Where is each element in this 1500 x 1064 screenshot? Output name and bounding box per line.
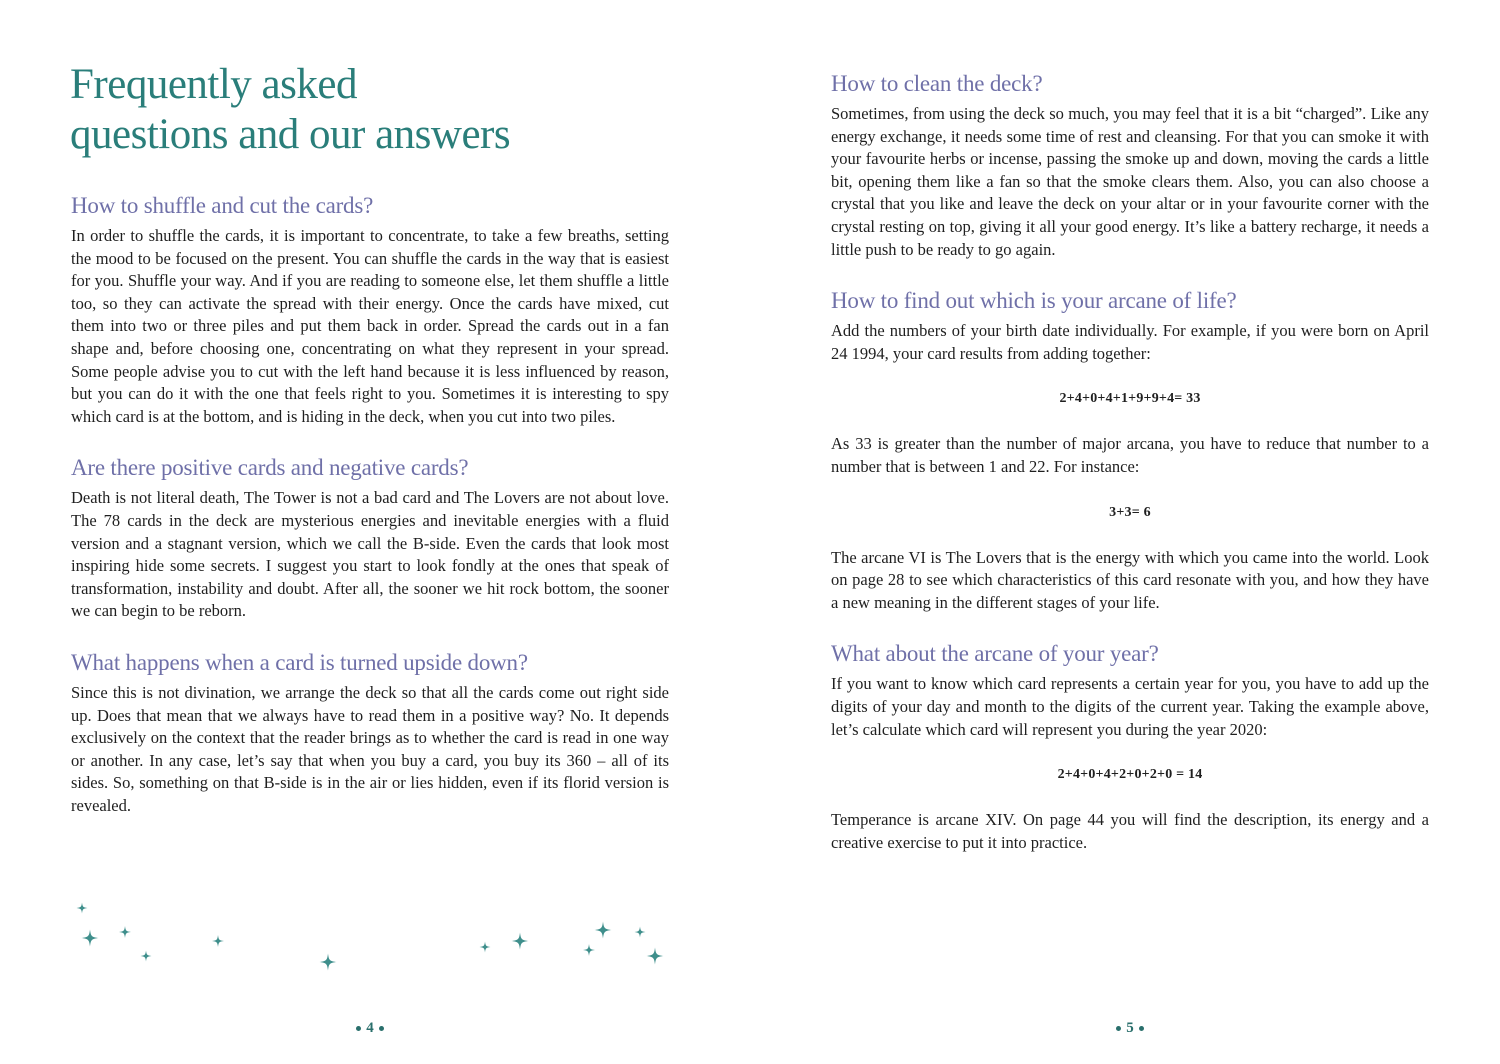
answer-paragraph: Death is not literal death, The Tower is not a bad card and The Lovers are not about love. The 78 cards in the deck are mysterious energies and inevitable energies with a fluid version and a stagnant version, which we call the B-side. Even the cards that look most inspiring hide some secrets. I suggest you start to look fondly at the ones that speak of transformation, instability and doubt. After all, the sooner we hit rock bottom, the sooner we can begin to be reborn.	[71, 488, 669, 621]
sparkle-star-icon	[320, 954, 337, 971]
question-heading: How to shuffle and cut the cards?	[71, 193, 374, 218]
answer-paragraph: Sometimes, from using the deck so much, you may feel that it is a bit “charged”. Like any energy exchange, it needs some time of rest and cleansing. For that you can smoke it with your favourite herbs or incense, passing the smoke up and down, moving the cards a little bit, opening them like a fan so that the smoke clears them. Also, you can also choose a crystal that you like and leave the deck on your altar or in your favourite corner with the crystal resting on top, giving it all your good energy. It’s like a battery recharge, it needs a little push to be ready to go again.	[831, 104, 1429, 259]
page-title-line-1: Frequently asked	[70, 61, 357, 108]
folio-dot-icon	[1139, 1026, 1144, 1031]
question-heading: Are there positive cards and negative cards?	[71, 455, 469, 481]
folio-dot-icon	[379, 1026, 384, 1031]
sparkle-star-icon	[647, 948, 664, 965]
sparkle-star-icon	[480, 942, 491, 953]
faq-arcane-of-year	[831, 640, 1429, 854]
page-title	[70, 60, 590, 160]
sparkle-star-icon	[583, 944, 595, 956]
sparkle-star-icon	[77, 903, 88, 914]
formula: 3+3= 6	[1109, 504, 1151, 520]
right-page	[750, 0, 1500, 1064]
question-heading: How to clean the deck?	[831, 71, 1043, 96]
right-column	[831, 70, 1429, 880]
sparkle-star-icon	[635, 927, 646, 938]
sparkle-star-icon	[512, 933, 529, 950]
page-number-value: 4	[366, 1020, 374, 1036]
formula: 2+4+0+4+1+9+9+4= 33	[1059, 391, 1201, 407]
answer-paragraph: Add the numbers of your birth date individually. For example, if you were born on April 24 1994, your card results from adding together:	[831, 321, 1429, 363]
page-number-value: 5	[1126, 1020, 1134, 1036]
sparkle-star-icon	[82, 930, 99, 947]
faq-clean-deck	[831, 70, 1429, 261]
answer-paragraph: Temperance is arcane XIV. On page 44 you will find the description, its energy and a creative exercise to put it into practice.	[831, 810, 1429, 852]
answer-paragraph: In order to shuffle the cards, it is important to concentrate, to take a few breaths, setting the mood to be focused on the present. You can shuffle the cards in the way that is easiest for you. Shuffle your way. And if you are reading to someone else, let them shuffle a little too, so they can activate the spread with their energy. Once the cards have mixed, cut them into two or three piles and put them back in order. Spread the cards out in a fan shape and, before choosing one, concentrating on what they represent in your spread. Some people advise you to cut with the left hand because it is less influenced by reason, but you can do it with the one that feels right to you. Sometimes it is interesting to spy which card is at the bottom, and is hiding in the deck, when you cut into two piles.	[71, 226, 669, 426]
faq-arcane-of-life	[831, 287, 1429, 614]
left-column	[71, 192, 669, 843]
sparkle-star-icon	[212, 935, 224, 947]
answer-paragraph: If you want to know which card represents a certain year for you, you have to add up the digits of your day and month to the digits of the current year. Taking the example above, let’s calculate which card will represent you during the year 2020:	[831, 674, 1429, 739]
folio-dot-icon	[356, 1026, 361, 1031]
question-heading: What happens when a card is turned upside down?	[71, 649, 528, 675]
folio-dot-icon	[1116, 1026, 1121, 1031]
answer-paragraph: The arcane VI is The Lovers that is the energy with which you came into the world. Look on page 28 to see which characteristics of this card resonate with you, and how they have a new meaning in the different stages of your life.	[831, 547, 1429, 612]
faq-upside-down	[71, 649, 669, 818]
sparkle-decoration	[0, 890, 750, 980]
page-number	[1090, 1020, 1170, 1037]
sparkle-star-icon	[119, 926, 131, 938]
question-heading: How to find out which is your arcane of life?	[831, 288, 1237, 314]
sparkle-star-icon	[141, 951, 152, 962]
sparkle-star-icon	[595, 922, 612, 939]
answer-paragraph: As 33 is greater than the number of major arcana, you have to reduce that number to a number that is between 1 and 22. For instance:	[831, 434, 1429, 476]
question-heading: What about the arcane of your year?	[831, 641, 1159, 667]
faq-positive-negative	[71, 454, 669, 623]
answer-paragraph: Since this is not divination, we arrange the deck so that all the cards come out right side up. Does that mean that we always have to read them in a positive way? No. It depends exclusively on the context that the reader brings as to whether the card is read in one way or another. In any case, let’s say that when you buy a card, you buy its 360 – all of its sides. So, something on that B-side is in the air or lies hidden, even if its florid version is revealed.	[71, 682, 669, 815]
page-title-line-2: questions and our answers	[70, 111, 511, 158]
page-number	[330, 1020, 410, 1037]
faq-shuffle	[71, 192, 669, 428]
formula: 2+4+0+4+2+0+2+0 = 14	[1057, 767, 1203, 783]
